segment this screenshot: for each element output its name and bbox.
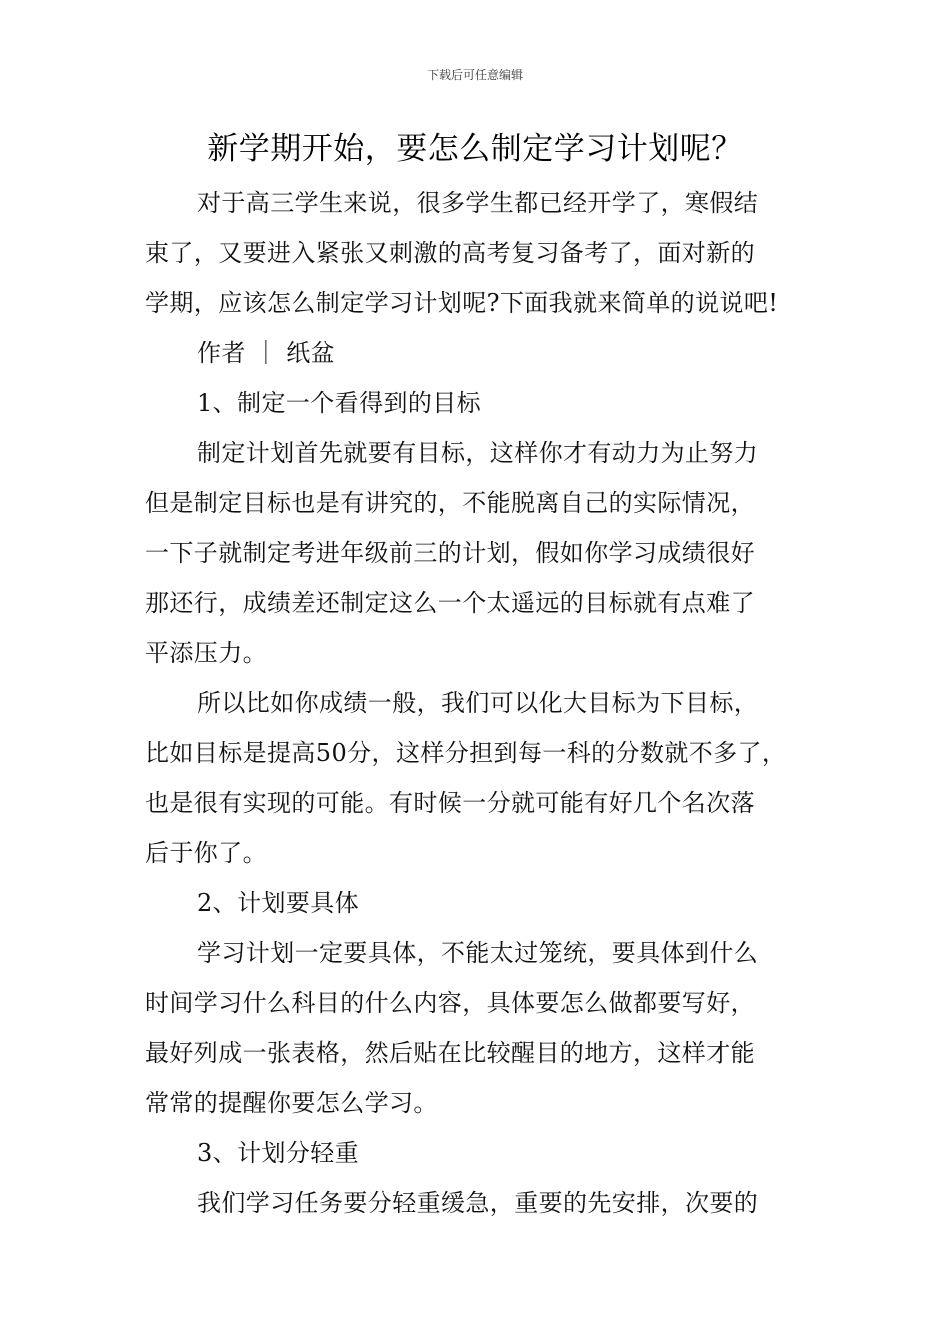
text-line: 1、制定一个看得到的目标	[197, 389, 482, 417]
page-title: 新学期开始，要怎么制定学习计划呢？	[207, 131, 743, 167]
text-line: 平添压力。	[145, 639, 267, 667]
text-line: 常常的提醒你要怎么学习。	[145, 1089, 438, 1117]
text-line: 比如目标是提高50分，这样分担到每一科的分数就不多了，	[145, 739, 787, 767]
text-line: 那还行，成绩差还制定这么一个太遥远的目标就有点难了	[145, 589, 755, 617]
text-line: 学期，应该怎么制定学习计划呢?下面我就来简单的说说吧!	[145, 289, 779, 317]
text-line: 也是很有实现的可能。有时候一分就可能有好几个名次落	[145, 789, 755, 817]
header-note: 下载后可任意编辑	[426, 68, 523, 82]
text-line: 束了，又要进入紧张又刺激的高考复习备考了，面对新的	[145, 239, 755, 267]
article-body	[145, 178, 817, 1228]
text-line: 2、计划要具体	[197, 889, 360, 917]
text-line: 3、计划分轻重	[197, 1139, 360, 1167]
text-line: 学习计划一定要具体，不能太过笼统，要具体到什么	[197, 939, 759, 967]
text-line: 一下子就制定考进年级前三的计划，假如你学习成绩很好	[145, 539, 755, 567]
text-line: 最好列成一张表格，然后贴在比较醒目的地方，这样才能	[145, 1039, 755, 1067]
text-line: 后于你了。	[145, 839, 267, 867]
text-line: 时间学习什么科目的什么内容，具体要怎么做都要写好，	[145, 989, 755, 1017]
text-line: 所以比如你成绩一般，我们可以化大目标为下目标，	[197, 689, 759, 717]
text-line: 对于高三学生来说，很多学生都已经开学了，寒假结	[197, 189, 759, 217]
text-line: 制定计划首先就要有目标，这样你才有动力为止努力	[197, 439, 759, 467]
text-line: 但是制定目标也是有讲究的，不能脱离自己的实际情况，	[145, 489, 755, 517]
text-line: 作者 ｜ 纸盆	[197, 339, 336, 367]
text-line: 我们学习任务要分轻重缓急，重要的先安排，次要的	[197, 1189, 759, 1217]
